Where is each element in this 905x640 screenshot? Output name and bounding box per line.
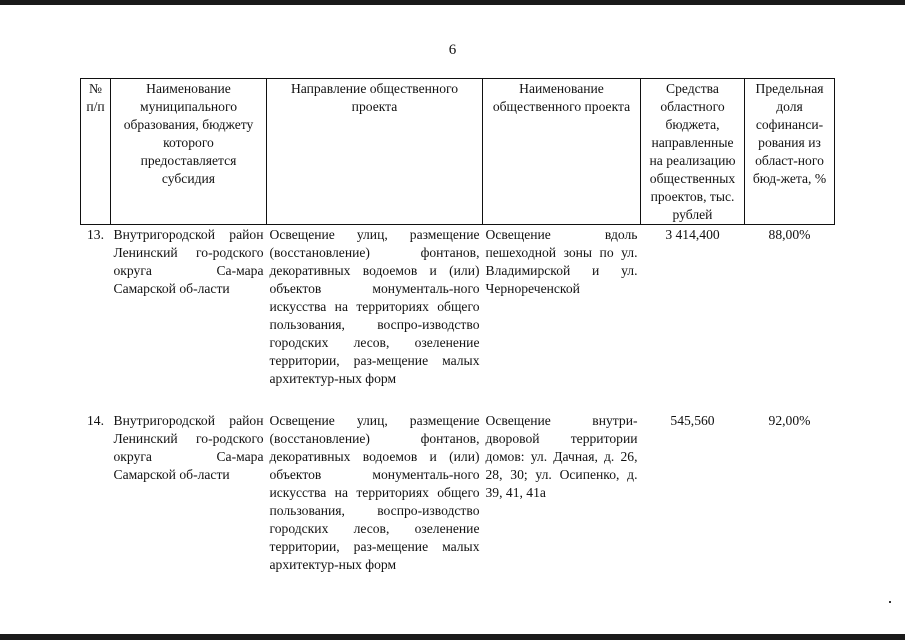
row-project-name: Освещение вдоль пешеходной зоны по ул. Владимирской и ул. Чернореченской [485, 227, 638, 296]
page-number: 6 [448, 42, 457, 58]
header-direction: Направление общественного проекта [267, 79, 483, 225]
row-municipality: Внутригородской район Ленинский го-родского округа Са-мара Самарской об-ласти [113, 413, 264, 482]
row-share: 88,00% [768, 227, 811, 242]
scan-edge-top [0, 0, 905, 5]
row-funds: 545,560 [670, 413, 715, 428]
header-num: № п/п [81, 79, 111, 225]
header-share: Предельная доля софинанси-рования из област-ного бюд-жета, % [745, 79, 835, 225]
row-num: 14. [87, 413, 104, 428]
row-direction: Освещение улиц, размещение (восстановление) фонтанов, декоративных водоемов и (или) объектов монументаль-ного искусства на территориях общего пользования, воспро-изводство городских лесов, озеленение территории, раз-мещение малых архитектур-ных форм [269, 227, 480, 386]
row-project-name: Освещение внутри-дворовой территории домов: ул. Дачная, д. 26, 28, 30; ул. Осипенко, д. 39, 41, 41а [485, 413, 638, 500]
scan-edge-bottom [0, 634, 905, 640]
scan-speck [889, 601, 891, 603]
table-row [81, 225, 835, 412]
row-direction: Освещение улиц, размещение (восстановление) фонтанов, декоративных водоемов и (или) объектов монументаль-ного искусства на территориях общего пользования, воспро-изводство городских лесов, озеленение территории, раз-мещение малых архитектур-ных форм [269, 413, 480, 572]
row-municipality: Внутригородской район Ленинский го-родского округа Са-мара Самарской об-ласти [113, 227, 264, 296]
header-funds: Средства областного бюджета, направленные на реализацию общественных проектов, тыс. рублей [641, 79, 745, 225]
row-num: 13. [87, 227, 104, 242]
header-municipality: Наименование муниципального образования, бюджету которого предоставляется субсидия [111, 79, 267, 225]
subsidy-table [80, 78, 835, 574]
table-header [81, 79, 835, 225]
header-project-name: Наименование общественного проекта [483, 79, 641, 225]
header-row [81, 79, 835, 225]
row-funds: 3 414,400 [665, 227, 720, 242]
table-row [81, 411, 835, 574]
row-share: 92,00% [768, 413, 811, 428]
